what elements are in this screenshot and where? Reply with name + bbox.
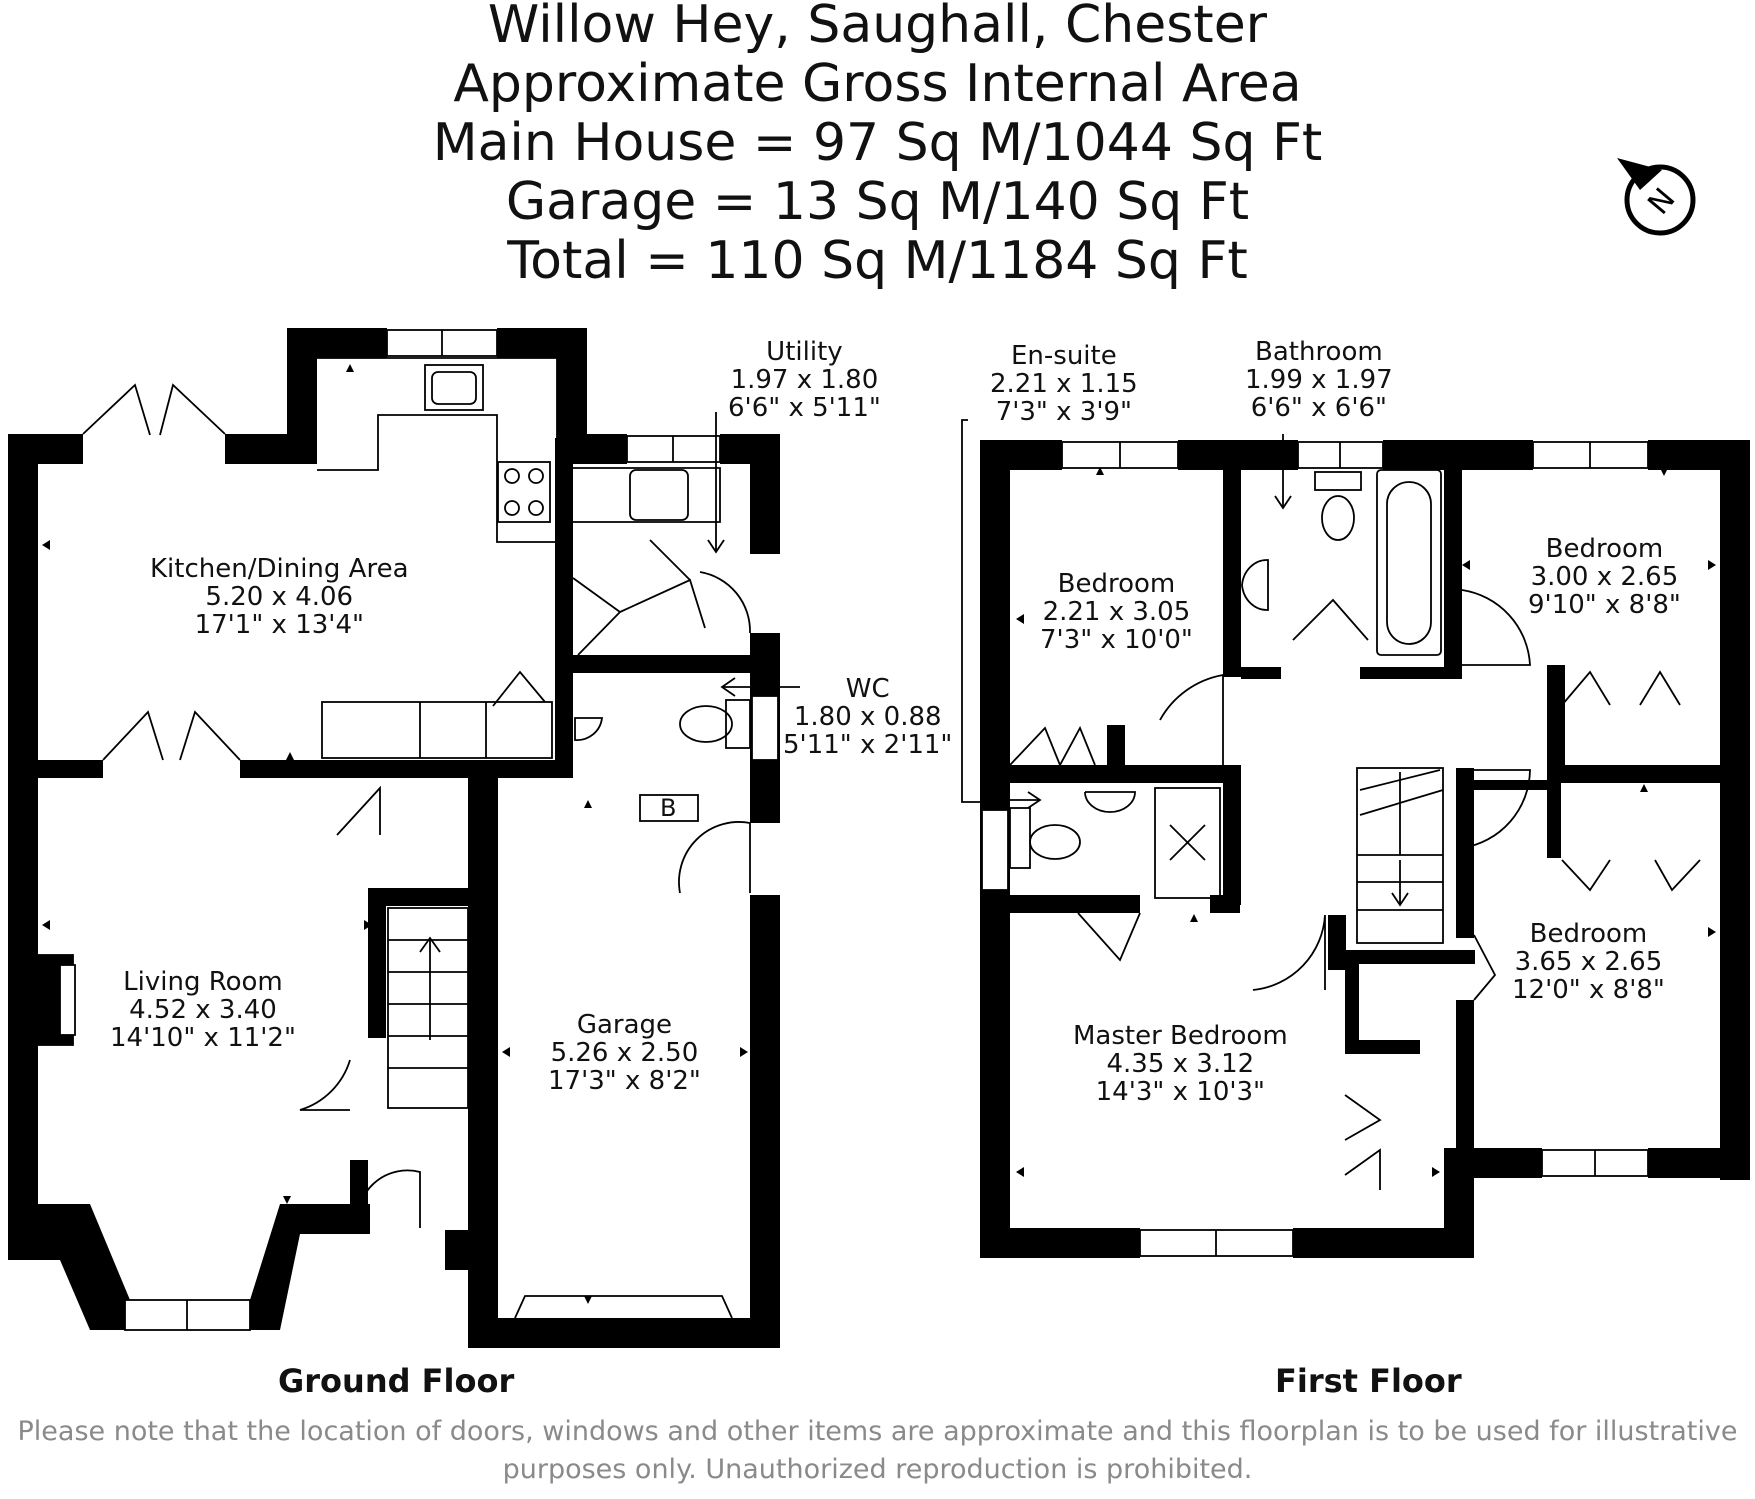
room-metric: 5.26 x 2.50 [550,1038,699,1068]
room-master-bedroom [1073,1022,1288,1106]
room-imperial: 14'3" x 10'3" [1095,1077,1266,1107]
disclaimer-line-1: Please note that the location of doors, windows and other items are approximate and this floorplan is to be used for illustrative [17,1416,1738,1447]
room-metric: 1.97 x 1.80 [730,365,879,395]
room-wc [783,675,952,759]
room-bedroom-right-bottom [1512,920,1665,1004]
boiler-label: B [660,794,677,822]
compass-letter: N [1641,181,1683,222]
room-imperial: 6'6" x 6'6" [1250,393,1387,423]
room-metric: 2.21 x 1.15 [990,369,1138,399]
room-kitchen [150,555,409,639]
room-imperial: 7'3" x 10'0" [1040,625,1193,655]
title-garage: Garage = 13 Sq M/140 Sq Ft [505,172,1250,232]
title-area-heading: Approximate Gross Internal Area [453,54,1302,114]
room-name: Bedroom [1545,534,1664,564]
room-metric: 1.99 x 1.97 [1245,365,1393,395]
room-utility [728,338,881,422]
room-metric: 4.35 x 3.12 [1106,1049,1255,1079]
room-imperial: 17'1" x 13'4" [194,610,364,640]
title-total: Total = 110 Sq M/1184 Sq Ft [507,231,1248,291]
room-garage [548,1011,701,1095]
room-name: Bedroom [1529,919,1648,949]
room-living [110,968,296,1052]
room-metric: 3.00 x 2.65 [1530,562,1679,592]
room-imperial: 17'3" x 8'2" [548,1066,701,1096]
title-address: Willow Hey, Saughall, Chester [487,0,1268,55]
room-name: Garage [576,1010,673,1040]
room-name: Living Room [123,967,283,997]
room-name: Bedroom [1057,569,1176,599]
room-name: Master Bedroom [1073,1021,1288,1051]
room-imperial: 12'0" x 8'8" [1512,975,1665,1005]
room-bedroom-small [1040,570,1193,654]
room-imperial: 7'3" x 3'9" [995,397,1132,427]
room-metric: 1.80 x 0.88 [793,702,942,732]
room-name: En-suite [1010,341,1117,371]
room-metric: 4.52 x 3.40 [129,995,277,1025]
room-bathroom [1245,338,1393,422]
room-name: WC [845,674,890,704]
room-name: Kitchen/Dining Area [150,554,409,584]
room-imperial: 6'6" x 5'11" [728,393,881,423]
ground-floor-fittings [38,330,800,1330]
room-name: Utility [766,337,843,367]
ground-floor-label: Ground Floor [278,1362,515,1400]
first-floor-label: First Floor [1275,1362,1462,1400]
room-metric: 2.21 x 3.05 [1042,597,1191,627]
ground-floor-plan [8,328,780,1348]
room-name: Bathroom [1255,337,1383,367]
room-imperial: 14'10" x 11'2" [110,1023,296,1053]
compass-icon [1617,158,1693,233]
room-metric: 5.20 x 4.06 [205,582,354,612]
room-bedroom-right-top [1528,535,1681,619]
room-imperial: 9'10" x 8'8" [1528,590,1681,620]
title-main-house: Main House = 97 Sq M/1044 Sq Ft [432,113,1323,173]
disclaimer-line-2: purposes only. Unauthorized reproduction is prohibited. [502,1454,1253,1485]
room-imperial: 5'11" x 2'11" [783,730,953,760]
room-ensuite [990,342,1138,426]
disclaimer [0,1413,1755,1489]
room-metric: 3.65 x 2.65 [1514,947,1663,977]
